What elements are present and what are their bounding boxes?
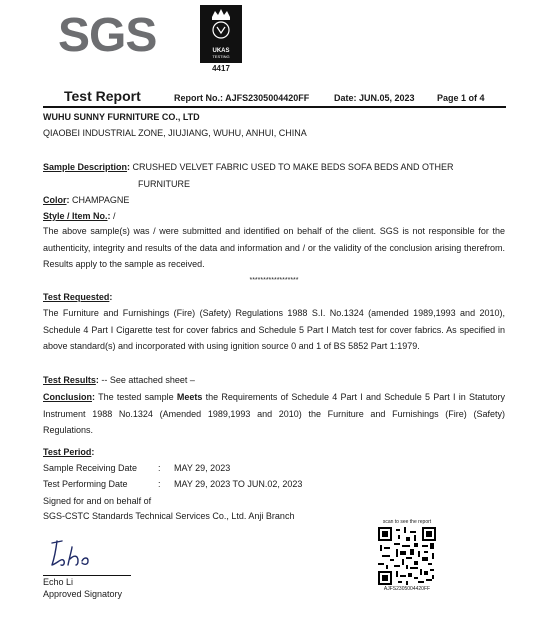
- sgs-logo: SGS: [58, 9, 157, 62]
- signer-role: Approved Signatory: [43, 589, 123, 599]
- color-value: CHAMPAGNE: [72, 195, 130, 205]
- sample-description-value: CRUSHED VELVET FABRIC USED TO MAKE BEDS SOFA BEDS AND OTHER: [132, 162, 454, 172]
- signer-name: Echo Li: [43, 577, 74, 587]
- handwritten-signature: [48, 535, 108, 571]
- report-number: Report No.: AJFS2305004420FF: [174, 93, 310, 103]
- qr-code-icon[interactable]: [378, 527, 436, 585]
- signing-company: SGS-CSTC Standards Technical Services Co., Ltd. Anji Branch: [43, 511, 295, 521]
- sample-description-label: Sample Description: [43, 162, 128, 172]
- style-label: Style / Item No.: [43, 211, 108, 221]
- conclusion-text: Conclusion: The tested sample Meets the Requirements of Schedule 4 Part I and Schedule 5 Part I in Statutory Instrument 1988 No.1324 (Amended 1989,1993 and 2010) the Furniture and Furnishings (Fire) (Safety) Regulations.: [43, 392, 506, 436]
- report-title: Test Report: [64, 88, 141, 104]
- test-period-label: Test Period: [43, 447, 92, 457]
- performing-date-value: MAY 29, 2023 TO JUN.02, 2023: [174, 479, 303, 489]
- sample-color: Color: CHAMPAGNE: [43, 195, 130, 205]
- ukas-logo: [200, 5, 242, 63]
- client-address: QIAOBEI INDUSTRIAL ZONE, JIUJIANG, WUHU, ANHUI, CHINA: [43, 128, 307, 138]
- sample-style: Style / Item No.: /: [43, 211, 116, 221]
- ukas-number: 4417: [212, 64, 230, 73]
- performing-date-label: Test Performing Date: [43, 479, 128, 489]
- style-value: /: [113, 211, 116, 221]
- qr-caption-top: scan to see the report: [382, 519, 432, 525]
- conclusion-label: Conclusion: [43, 392, 92, 402]
- separator-stars: ******************: [249, 277, 299, 284]
- report-date: Date: JUN.05, 2023: [334, 93, 415, 103]
- color-label: Color: [43, 195, 67, 205]
- receiving-date-label: Sample Receiving Date: [43, 463, 138, 473]
- page-number: Page 1 of 4: [437, 93, 485, 103]
- ukas-sub: TESTING: [212, 54, 230, 59]
- disclaimer-text: The above sample(s) was / were submitted and identified on behalf of the client. SGS is not responsible for the authenticity, integrity and results of the data and information and / or the validity of the conclusion arising therefrom. Results apply to the sample as received.: [43, 226, 505, 270]
- qr-caption-bottom: AJFS2305004420FF: [383, 586, 431, 592]
- sample-description: Sample Description: CRUSHED VELVET FABRIC USED TO MAKE BEDS SOFA BEDS AND OTHER: [43, 162, 454, 172]
- receiving-date-value: MAY 29, 2023: [174, 463, 231, 473]
- test-requested-text: The Furniture and Furnishings (Fire) (Safety) Regulations 1988 S.I. No.1324 (amended 1989,1993 and 2010), Schedule 4 Part I Cigarette test for cover fabrics and Schedule 5 Part I Match test for cover fabrics. As specified in above standard(s) and incorporated with using ignition source 0 and 1 of BS 5852 Part 1:1979.: [43, 308, 505, 352]
- test-results: Test Results: -- See attached sheet –: [43, 375, 195, 385]
- test-period-heading: Test Period:: [43, 447, 95, 457]
- receiving-date-colon: :: [158, 463, 161, 473]
- client-name: WUHU SUNNY FURNITURE CO., LTD: [43, 112, 200, 122]
- signed-on-behalf: Signed for and on behalf of: [43, 496, 152, 506]
- sample-description-continued: FURNITURE: [138, 179, 190, 189]
- test-requested-heading: Test Requested:: [43, 292, 113, 302]
- conclusion-pre: The tested sample: [98, 392, 177, 402]
- test-results-label: Test Results: [43, 375, 96, 385]
- performing-date-colon: :: [158, 479, 161, 489]
- conclusion-verdict: Meets: [176, 392, 203, 402]
- ukas-accreditation-mark: [200, 5, 246, 73]
- crown-icon: [200, 5, 242, 41]
- test-requested-label: Test Requested: [43, 292, 110, 302]
- test-results-value: -- See attached sheet –: [101, 375, 195, 385]
- ukas-name: UKAS: [212, 48, 230, 54]
- header-divider: [43, 106, 506, 108]
- conclusion-post: the Requirements of Schedule 4 Part I and Schedule 5 Part I in Statutory Instrument 1988 No.1324 (Amended 1989,1993 and 2010) the Furniture and Furnishings (Fire) (Safety) Regulations.: [43, 392, 506, 436]
